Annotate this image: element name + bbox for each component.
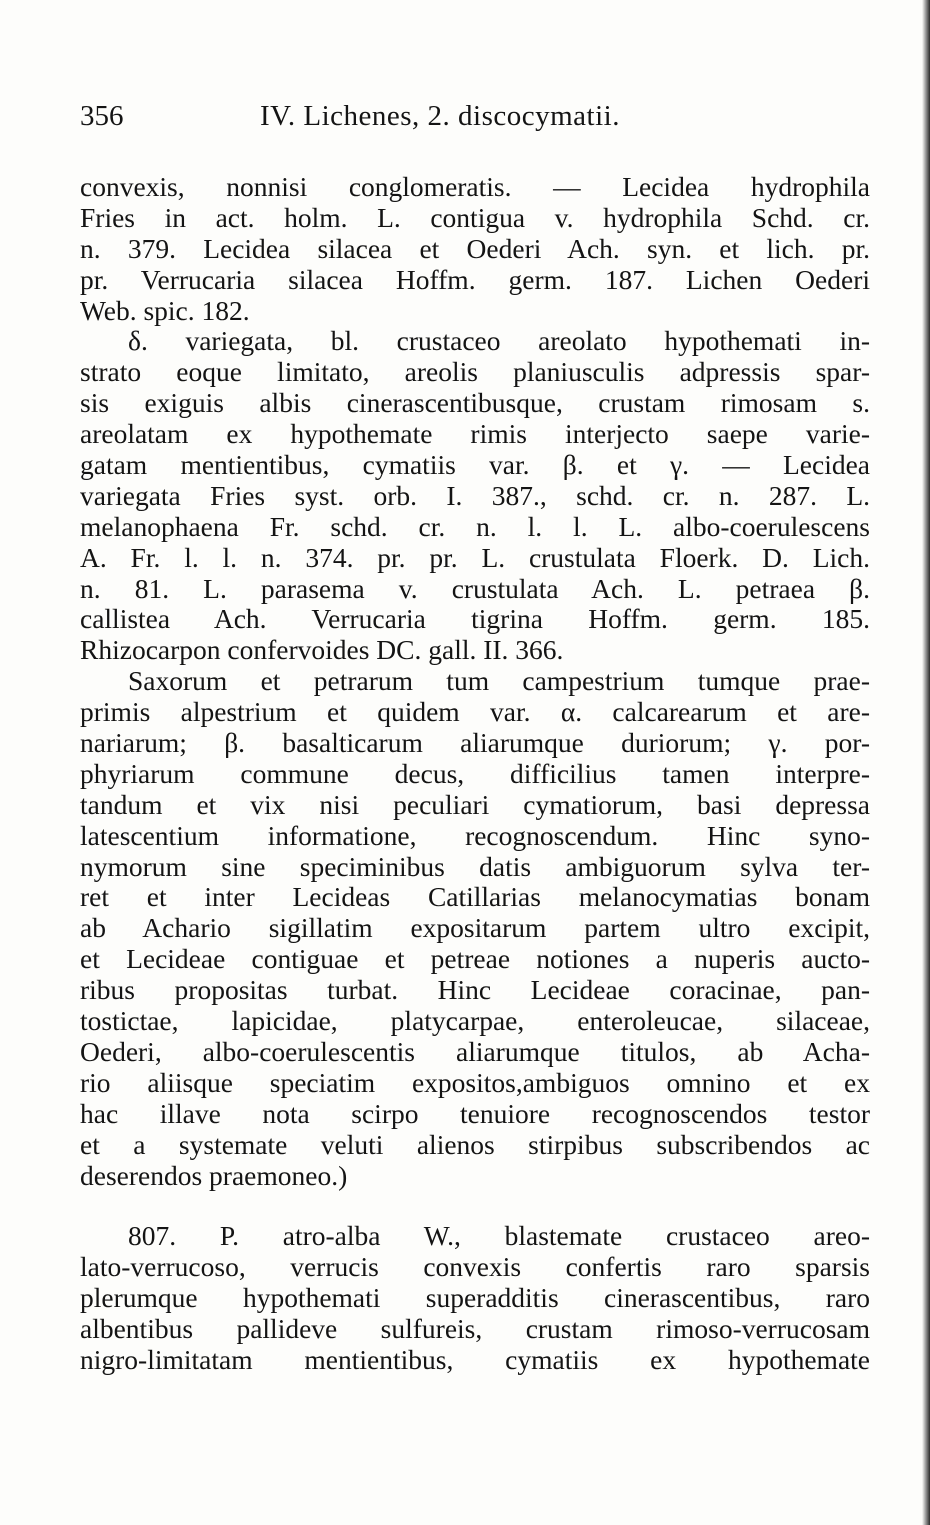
text-line: tostictae, lapicidae, platycarpae, enteroleucae, silaceae, xyxy=(80,1006,870,1037)
page-edge-shadow xyxy=(922,0,930,1525)
text-line: pr. Verrucaria silacea Hoffm. germ. 187. Lichen Oederi xyxy=(80,264,870,295)
text-line: et Lecideae contiguae et petreae notiones a nuperis aucto- xyxy=(80,944,870,975)
text-line: albentibus pallideve sulfureis, crustam rimoso-verrucosam xyxy=(80,1314,870,1345)
paragraph-gap xyxy=(80,1191,870,1221)
text-line: tandum et vix nisi peculiari cymatiorum, basi depressa xyxy=(80,789,870,820)
text-line: strato eoque limitato, areolis planiusculis adpressis spar- xyxy=(80,357,870,388)
running-head: IV. Lichenes, 2. discocymatii. xyxy=(260,100,620,132)
text-line: hac illave nota scirpo tenuiore recognoscendos testor xyxy=(80,1098,870,1129)
text-line: convexis, nonnisi conglomeratis. — Lecidea hydrophila xyxy=(80,172,870,202)
text-line: nigro-limitatam mentientibus, cymatiis ex hypothemate xyxy=(80,1344,870,1375)
text-line: primis alpestrium et quidem var. α. calcarearum et are- xyxy=(80,697,870,728)
text-line: ab Achario sigillatim expositarum partem ultro excipit, xyxy=(80,913,870,944)
text-line: Web. spic. 182. xyxy=(80,295,250,326)
text-line: deserendos praemoneo.) xyxy=(80,1160,348,1191)
text-line: lato-verrucoso, verrucis convexis confertis raro sparsis xyxy=(80,1252,870,1283)
text-line: ribus propositas turbat. Hinc Lecideae coracinae, pan- xyxy=(80,975,870,1006)
text-line: sis exiguis albis cinerascentibusque, crustam rimosam s. xyxy=(80,388,870,419)
text-line: n. 81. L. parasema v. crustulata Ach. L. petraea β. xyxy=(80,573,870,604)
text-line: et a systemate veluti alienos stirpibus subscribendos ac xyxy=(80,1129,870,1160)
text-line: variegata Fries syst. orb. I. 387., schd. cr. n. 287. L. xyxy=(80,480,870,511)
text-line: n. 379. Lecidea silacea et Oederi Ach. syn. et lich. pr. xyxy=(80,233,870,264)
page-header xyxy=(80,100,870,140)
text-line: A. Fr. l. l. n. 374. pr. pr. L. crustulata Floerk. D. Lich. xyxy=(80,542,870,573)
body-text xyxy=(80,172,870,1376)
text-line: nariarum; β. basalticarum aliarumque duriorum; γ. por- xyxy=(80,728,870,759)
text-line: Rhizocarpon confervoides DC. gall. II. 366. xyxy=(80,635,564,666)
text-line: ret et inter Lecideas Catillarias melanocymatias bonam xyxy=(80,882,870,913)
text-line: phyriarum commune decus, difficilius tamen interpre- xyxy=(80,758,870,789)
text-line: nymorum sine speciminibus datis ambiguorum sylva ter- xyxy=(80,851,870,882)
page-number: 356 xyxy=(80,100,124,132)
text-line: 807. P. atro-alba W., blastemate crustaceo areo- xyxy=(128,1221,870,1252)
text-line: Oederi, albo-coerulescentis aliarumque titulos, ab Acha- xyxy=(80,1036,870,1067)
text-line: Fries in act. holm. L. contigua v. hydrophila Schd. cr. xyxy=(80,202,870,233)
text-line: latescentium informatione, recognoscendum. Hinc syno- xyxy=(80,820,870,851)
text-line: areolatam ex hypothemate rimis interjecto saepe varie- xyxy=(80,419,870,450)
text-line: rio aliisque speciatim expositos,ambiguos omnino et ex xyxy=(80,1067,870,1098)
text-line: gatam mentientibus, cymatiis var. β. et γ. — Lecidea xyxy=(80,450,870,481)
text-line: melanophaena Fr. schd. cr. n. l. l. L. albo-coerulescens xyxy=(80,511,870,542)
text-line: δ. variegata, bl. crustaceo areolato hypothemati in- xyxy=(128,326,870,357)
text-line: Saxorum et petrarum tum campestrium tumque prae- xyxy=(128,666,870,697)
text-line: plerumque hypothemati superadditis cinerascentibus, raro xyxy=(80,1283,870,1314)
text-line: callistea Ach. Verrucaria tigrina Hoffm. germ. 185. xyxy=(80,604,870,635)
